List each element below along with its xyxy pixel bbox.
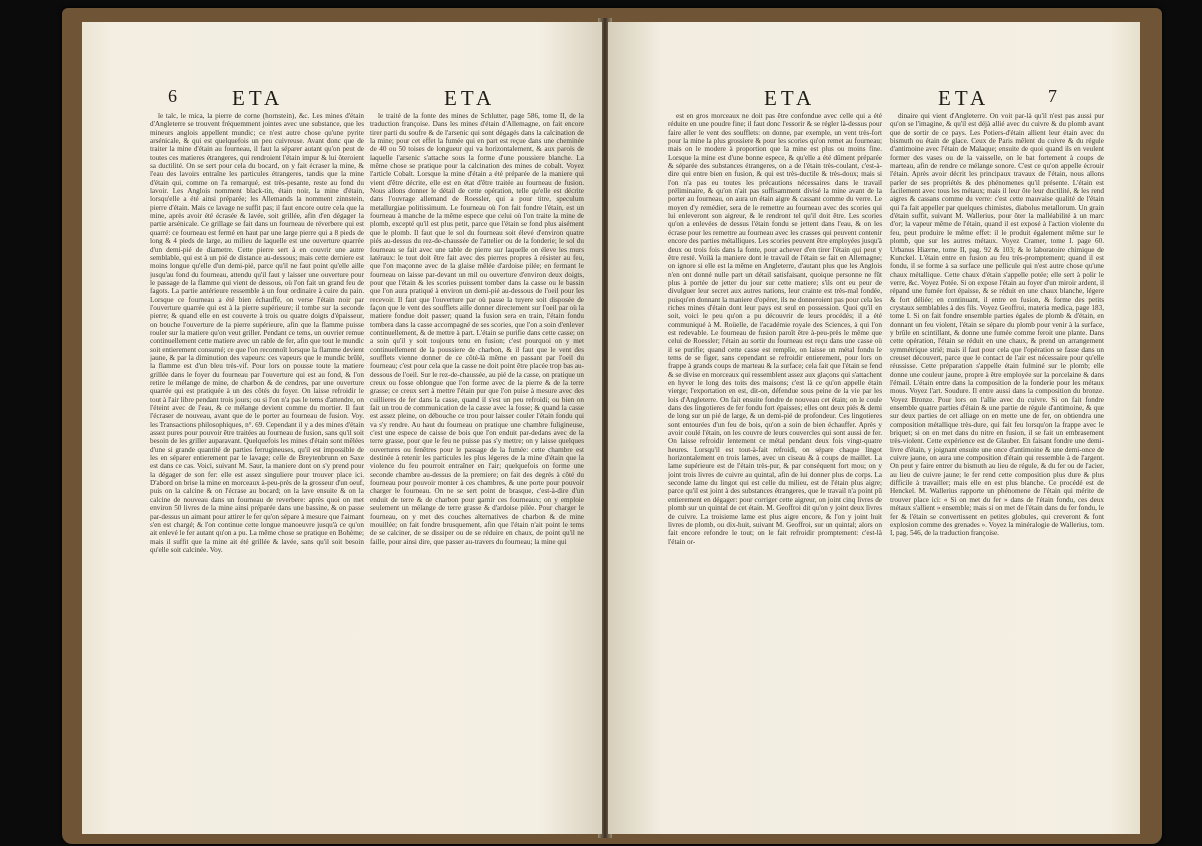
left-page-column-2: [370, 112, 584, 814]
left-page-column-1: [150, 112, 364, 814]
left-page-number: 6: [168, 86, 177, 106]
book-spread: [62, 8, 1162, 844]
right-page: [608, 22, 1140, 834]
left-page: [82, 22, 602, 834]
right-column-1-text: est en gros morceaux ne doit pas être confondue avec celle qui a été réduite en une poudre fine; il faut donc l'essorir & se régler là-dessus pour faire aller le vent des soufflets: on donne, par exemple, un vent très-fort pour la mine la plus grossiere & pour les scories qu'on remet au fourneau; mais on le modere à proportion que la mine est plus ou moins fine. Lorsque la mine est d'une bonne espece, & qu'elle a été dûment préparée & séparée des substances étrangeres, on a de l'étain très-coulant, c'est-à-dire qui entre bien en fusion, & qui est très-ductile & très-doux; mais si l'on n'a pas eu toutes les précautions nécessaires dans le travail préliminaire, & qu'on n'ait pas suffisamment divisé la mine avant de la porter au fourneau, on aura un étain aigre & cassant comme du verre. Le moyen d'y remédier, sera de le remettre au fourneau avec des scories qui lui enleveront son aigreur, & le rendront tel qu'il doit être. Les scories qu'on a enlevées de dessus l'étain fondu se jettent dans l'eau, & on les écrase pour les remettre au fourneau avec les crasses qui peuvent contenir encore des parties métalliques. Les scories peuvent être employées jusqu'à deux ou trois fois dans la fonte, pour achever d'en tirer l'étain qui peut y être resté. Voilà la maniere dont le travail de l'étain se fait en Allemagne; on ignore si elle est la même en Angleterre, d'autant plus que les Anglois n'en ont donné nulle part un détail satisfaisant, quoique personne ne fût plus à portée de jetter du jour sur cette matiere; s'ils ont eu peur de divulguer leur secret aux autres nations, leur crainte est très-mal fondée, puisqu'en donnant la maniere d'opérer, ils ne donneroient pas pour cela les riches mines d'étain dont leur pays est seul en possession. Quoi qu'il en soit, voici le peu qu'on a pu découvrir de leurs procédés; il a été communiqué à M. Roüelle, de l'académie royale des Sciences, à qui l'on est redevable. Le fourneau de fusion paroît être à-peu-près le même que celui de Roessler; l'étain au sortir du fourneau est reçu dans une casse où il se purifie; quand cette casse est remplie, on laisse un métal fondu le tems de se figer, sans cependant se refroidir entierement, pour lors on frappe à grands coups de marteau & la surface; cela fait que l'étain se fend & se divise en morceaux qui ressemblent assez aux glaçons qui s'attachent en hyver le long des toits des maisons; c'est là ce qu'on appelle étain vierge; l'exportation en est, dit-on, défendue sous peine de la vie par les lois d'Angleterre. On fait ensuite fondre de nouveau cet étain; on le coule dans des lingotieres de fer fondu fort épaisses; elles ont deux piés & demi de long sur un pié de large, & un demi-pié de profondeur. Ces lingotieres sont entourées d'un feu de bois, qu'on a soin de bien échauffer. Après y avoir coulé l'étain, on les couvre de leurs couvercles qui sont aussi de fer. On laisse refroidir lentement ce métal pendant deux fois vingt-quatre heures. Lorsqu'il est tout-à-fait refroidi, on sépare chaque lingot horizontalement en trois lames, avec un ciseau & à coups de maillet. La lame supérieure est de l'étain très-pur, & par conséquent fort mou; on y joint trois livres de cuivre au quintal, afin de lui donner plus de corps. La seconde lame du lingot qui est celle du milieu, est de l'étain plus aigre; parce qu'il est joint à des substances étrangeres, que le travail n'a point pû entierement en dégager: pour corriger cette aigreur, on joint cinq livres de plomb sur un quintal de cet étain. M. Geoffroi dit qu'on y joint deux livres de cuivre. La troisieme lame est plus aigre encore, & l'on y joint huit livres de plomb, ou dix-huit, suivant M. Geoffroi, sur un quintal; alors on fait encore refondre le tout; on le fait refroidir promptement: c'est-là l'étain or-: [668, 112, 882, 546]
right-column-2-text: dinaire qui vient d'Angleterre. On voit par-là qu'il n'est pas aussi pur qu'on se l'imagine, & qu'il est déjà allié avec du cuivre & du plomb avant que de sortir de ce pays. Les Potiers-d'étain allient leur étain avec du bismuth ou étain de glace. Ceux de Paris mêlent du cuivre & du régule d'antimoine avec l'étain de Malaque; ensuite de quoi quand ils en veulent former des vases ou de la vaisselle, on le bat fortement à coups de marteau, afin de rendre ce mélange sonore. C'est ce qu'on appelle écrouir l'étain. Après avoir décrit les principaux travaux de l'étain, nous allons parler de ses propriétés & des phénomenes qu'il présente. L'étain est facilement avec tous les métaux; mais il leur ôte leur ductilité, & les rend aigres & cassans comme du verre: c'est cette mauvaise qualité de l'étain qui l'a fait appeller par quelques chimistes, diabolus metallorum. Un grain d'étain suffit, suivant M. Wallerius, pour ôter la malléabilité à un marc d'or; la vapeur même de l'étain, quand il est exposé à l'action violente du feu, peut produire le même effet: il le produit également même sur le plomb, que sur les autres métaux. Voyez Cramer, tome I. page 60. Urbanus Hiærne, tome II, pag. 92 & 103; & le laboratoire chimique de Kunckel. L'étain entre en fusion au feu très-promptement; quand il est fondu, il se forme à sa surface une pellicule qui n'est autre chose qu'une chaux métallique. Cette chaux d'étain s'appelle potée; elle sert à polir le verre, &c. Voyez Potée. Si on expose l'étain au foyer d'un miroir ardent, il répand une fumée fort épaisse, & se réduit en une chaux blanche, légere & fort déliée; en continuant, il entre en fusion, & forme des petits crystaux semblables à des fils. Voyez Geoffroi, materia medica, page 183, tome I. Si on fait fondre ensemble parties égales de plomb & d'étain, en donnant un feu violent, l'étain se sépare du plomb pour venir à la surface, y brûle en scintillant, & donne une fumée comme feroit une plante. Dans cette opération, l'étain se réduit en une chaux, & prend un arrangement symmétrique strié; mais il faut pour cela que l'opération se fasse dans un creuset découvert, parce que le contact de l'air est nécessaire pour qu'elle réussisse. Cette préparation s'appelle étain fulminé sur le plomb; elle donne une couleur jaune, propre à être employée sur la porcelaine & dans l'émail. L'étain entre dans la composition de la fonderie pour les métaux mous. Voyez l'art. Soudure. Il entre aussi dans la composition du bronze. Voyez Bronze. Pour lors on l'allie avec du cuivre. Si on fait fondre ensemble quatre parties d'étain & une partie de régule d'antimoine, & que sur deux parties de cet alliage on en mette une de fer, on obtiendra une composition métallique très-dure, qui fait feu lorsqu'on la frappe avec le briquet; si on en met dans du nitre en fusion, il se fait un embrasement très-violent. Cette expérience est de Glauber. En faisant fondre une demi-livre d'étain, y joignant ensuite une once d'antimoine & une demi-once de cuivre jaune, on aura une composition d'étain qui ressemble à de l'argent. On peut y faire entrer du bismuth au lieu de régule, & du fer ou de l'acier, au lieu de cuivre jaune; le fer rend cette composition plus dure & plus difficile à travailler; mais elle en est plus blanche. Ce procédé est de Henckel. M. Wallerius rapporte un phénomene de l'étain qui mérite de trouver place ici: « Si on met du fer » dans de l'étain fondu, ces deux métaux s'allient » ensemble; mais si on met de l'étain dans du fer fondu, le fer & l'étain se convertissent en petites globules, qui creveront & font explosion comme des grenades ». Voyez la minéralogie de Wallerius, tom. I, pag. 546, de la traduction françoise.: [890, 112, 1104, 538]
right-running-head-left: ETA: [764, 86, 816, 110]
left-running-head-left: ETA: [232, 86, 284, 110]
left-column-2-text: le traité de la fonte des mines de Schlutter, page 586, tome II, de la traduction françoise. Dans les mines d'étain d'Allemagne, on fait encore tirer parti du soufre & de l'arsenic qui sont dégagés dans la calcination de la mine; pour cet effet la fumée qui en part est reçue dans une cheminée de 40 ou 50 toises de longueur qui va horizontalement, & aux parois de laquelle l'arsenic s'attache sous la forme d'une poussiere blanche. La même chose se pratique pour la calcination des mines de cobalt. Voyez l'article Cobalt. Lorsque la mine d'étain a été préparée de la maniere qui vient d'être décrite, elle est en état d'être traitée au fourneau de fusion. Nous allons donner le détail de cette opération, telle qu'elle est décrite dans l'ouvrage allemand de Roessler, qui a pour titre, speculum metallurgiae politissimum. Le fourneau où l'on fait fondre l'étain, est un fourneau à manche de la même espece que celui où l'on traite la mine de plomb, excepté qu'il est plus petit, parce que l'étain se fond plus aisément que le plomb. Il faut que le sol du fourneau soit élevé d'environ quatre piés au-dessus du rez-de-chaussée de l'attelier ou de la fonderie; le sol du fourneau se fait avec une table de pierre sur laquelle on éleve les murs latéraux: le tout doit être fait avec des pierres propres à résister au feu, que l'on maçonne avec de la glaise mêlée d'ardoise pilée; en fermant le fourneau on laisse par-devant un mil ou ouverture d'environ deux doigts, pour que l'étain & les scories puissent tomber dans la casse ou le bassin que l'on aura pratiqué à environ un demi-pié au-dessous de l'oeil pour les recevoir. Il faut que l'ouverture par où passe la tuyere soit disposée de façon que le vent des soufflets aille donner directement sur l'oeil par où la matiere fondue doit passer; quand la fusion sera en train, l'étain fondu tombera dans la casse accompagné de ses scories, que l'on a soin d'enlever continuellement, & de mettre à part. L'étain se purifie dans cette casse; on a soin qu'il y soit toujours tenu en fusion; c'est pourquoi on y met continuellement de la poussiere de charbon, & il faut que le vent des soufflets vienne donner de ce côté-là même en passant par l'oeil du fourneau; c'est pour cela que la casse ne doit point être placée trop bas au-dessous de l'oeil. Sur le rez-de-chaussée, au pié de la casse, on pratique un creux ou fosse oblongue que l'on forme avec de la pierre & de la terre grasse; ce creux sert à mettre l'étain pur que l'on puise à mesure avec des cuillieres de fer dans la casse, quand il s'est un peu refroidi; ou bien on fait un trou de communication de la casse avec la fosse; & quand la casse est assez pleine, on débouche ce trou pour laisser couler l'étain fondu qui va s'y rendre. Au haut du fourneau on pratique une chambre fuligineuse, c'est une espece de caisse de bois que l'on enduit par-dedans avec de la terre grasse, pour que le feu ne puisse pas s'y mettre; on y laisse quelques ouvertures ou fenêtres pour le passage de la fumée: cette chambre est destinée à retenir les particules les plus légeres de la mine d'étain que la violence du feu pourroit entraîner en l'air; quelquefois on forme une seconde chambre au-dessus de la premiere; on fait des degrés à côté du fourneau pour pouvoir monter à ces chambres, & une porte pour pouvoir charger le fourneau. On ne se sert point de brasque, c'est-à-dire d'un enduit de terre & de charbon pour garnir ces fourneaux; on y emploie seulement un mélange de terre grasse & d'ardoise pilée. Pour charger le fourneau, on y met des couches alternatives de charbon & de mine mouillée; on fait fondre brusquement, afin que l'étain n'ait point le tems de se calciner, de se dissiper ou de se réduire en chaux, de point qu'il ne faille, pour ainsi dire, que passer au-travers du fourneau; la mine qui: [370, 112, 584, 546]
right-running-head-right: ETA: [938, 86, 990, 110]
left-running-head-right: ETA: [444, 86, 496, 110]
left-column-1-text: le talc, le mica, la pierre de corne (hornstein), &c. Les mines d'étain d'Angleterre se trouvent fréquemment jointes avec une substance, que les mineurs anglois appellent mundic; ce n'est autre chose qu'une pyrite arsénicale, & qui est quelquefois un peu cuivreuse. Avant donc que de traiter la mine d'étain au fourneau, il faut la séparer autant qu'on peut de toutes ces matieres étrangeres, qui rendroient l'étain impur & lui ôteroient sa ductilité. On se sert pour cela du bocard, on y fait écraser la mine, & l'eau des lavoirs entraîne les particules étrangeres, tandis que la mine d'étain qui, comme on l'a remarqué, est très-pesante, reste au fond du lavoir. Les Anglois nomment black-tin, étain noir, la mine d'étain, lorsqu'elle a été ainsi préparée; les Allemands la nomment zinnstein, pierre d'étain. Mais ce lavage ne suffit pas; il faut encore outre cela que la mine, après avoir été écrasée & lavée, soit grillée, afin d'en dégager la partie arsénicale. Ce grillage se fait dans un fourneau de réverbere qui est quarré: ce fourneau est fermé en haut par une large pierre qui a 8 pieds de long & 4 pieds de large, au milieu de laquelle est une ouverture quarrée d'un demi-pié de diametre. Cette pierre sert à en couvrir une autre semblable, qui est à un pié de distance au-dessous; mais cette derniere est moins longue qu'elle d'un demi-pié, parce qu'il ne faut point qu'elle aille jusqu'au fond du fourneau, attendu qu'il faut y laisser une ouverture pour le passage de la flamme qui vient de dessous, où l'on fait un grand feu de fagots. La partie antérieure ressemble à un four ordinaire à cuire du pain. Lorsque ce fourneau a été bien échauffé, on verse l'étain noir par l'ouverture quarrée qui est à la pierre supérieure; il tombe sur la seconde pierre; & quand elle en est couverte à trois ou quatre doigts d'épaisseur, on bouche l'ouverture de la pierre supérieure, afin que la flamme puisse rouler sur la matiere qu'on veut griller. Pendant ce tems, un ouvrier remue continuellement cette matiere avec un rable de fer, afin que tout le mundic soit entierement consumé; ce que l'on reconnoît lorsque la flamme devient jaune, & par la diminution des vapeurs: ces vapeurs que le mundic brûlé, la flamme est d'un bleu très-vif. Pour lors on pousse toute la matiere grillée dans le foyer du fourneau par l'ouverture qui est au fond, & l'on retire le mélange de mine, de charbon & de cendres, par une ouverture quarrée qui est pratiquée à un des côtés du foyer. On laisse refroidir le tout à l'air libre pendant trois jours; ou si l'on n'a pas le tems d'attendre, on l'éteint avec de l'eau, & ce mélange devient comme du mortier. Il faut l'écraser de nouveau, avant que de le porter au fourneau de fusion. Voy. les Transactions philosophiques, n°. 69. Cependant il y a des mines d'étain assez pures pour pouvoir être traitées au fourneau de fusion, sans qu'il soit besoin de les griller auparavant. Quelquefois les mines d'étain sont mêlées d'une si grande quantité de parties ferrugineuses, qu'il est impossible de les en séparer entierement par le lavage; celle de Breytenbrunn en Saxe est dans ce cas. Voici, suivant M. Saur, la maniere dont on s'y prend pour la dégager de son fer: elle est assez singuliere pour trouver place ici. D'abord on brise la mine en morceaux à-peu-près de la grosseur d'un oeuf, puis on la calcine & on l'écrase au bocard; on la lave ensuite & on la calcine de nouveau dans un fourneau de reverbere: après quoi on met environ 50 livres de la mine ainsi préparée dans une bassine, & on passe par-dessus un aimant pour attirer le fer qu'on sépare à mesure que l'aimant s'en est chargé; & l'on continue cette longue manoeuvre jusqu'à ce qu'on ait enlevé le fer autant qu'on a pu. La même chose se pratique en Bohème; mais il suffit que la mine ait été grillée & lavée, sans qu'il soit besoin qu'elle soit calcinée. Voy.: [150, 112, 364, 554]
right-page-column-2: [890, 112, 1104, 814]
right-page-number: 7: [1048, 86, 1057, 106]
right-page-column-1: [668, 112, 882, 814]
